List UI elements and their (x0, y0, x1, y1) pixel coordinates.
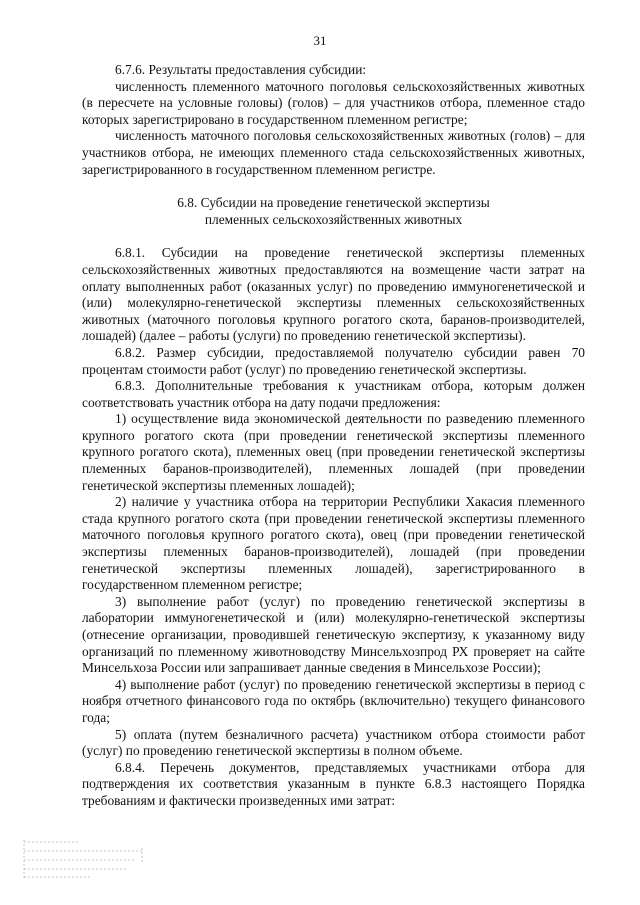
spacer (82, 178, 585, 195)
requirement-4: 4) выполнение работ (услуг) по проведению генетической экспертизы в период с ноября отчетного финансового года по октябрь (включительно) текущего финансового года; (82, 676, 585, 725)
requirement-3: 3) выполнение работ (услуг) по проведению генетической экспертизы в лаборатории иммуногенетической и (или) молекулярно-генетической экспертизы (отнесение организации, проводившей генетическую экспертизу, к указанному виду организаций по племенному животноводству Минсельхозпрод РХ проверяет на сайте Минсельхоза России или запрашивает данные сведения в Минсельхозе России); (82, 593, 585, 676)
section-title-line-1: 6.8. Субсидии на проведение генетической экспертизы (177, 195, 490, 211)
page-number: 31 (313, 33, 327, 48)
clause-6-8-1: 6.8.1. Субсидии на проведение генетической экспертизы племенных сельскохозяйственных животных предоставляются на возмещение части затрат на оплату выполненных работ (оказанных услуг) по проведению иммуногенетической и (или) молекулярно-генетической экспертизы племенных сельскохозяйственных животных (маточного поголовья крупного рогатого скота, баранов-производителей, лошадей) (далее – работы (услуги) по проведению генетической экспертизы). (82, 245, 585, 344)
requirement-5: 5) оплата (путем безналичного расчета) участником отбора стоимости работ (услуг) по проведению генетической экспертизы в полном объеме. (82, 726, 585, 759)
requirement-2: 2) наличие у участника отбора на территории Республики Хакасия племенного стада крупного рогатого скота (при проведении генетической экспертизы племенного маточного поголовья крупного рогатого скота), овец (при проведении генетической экспертизы племенных баранов-производителей), лошадей (при проведении генетической экспертизы племенных лошадей), зарегистрированного в государственном племенном регистре; (82, 494, 585, 593)
clause-6-8-2: 6.8.2. Размер субсидии, предоставляемой получателю субсидии равен 70 процентам стоимости работ (услуг) по проведению генетической экспертизы. (82, 344, 585, 377)
spacer (82, 228, 585, 245)
clause-6-7-6-result-1: численность племенного маточного поголовья сельскохозяйственных животных (в пересчете на условные головы) (голов) – для участников отбора, племенное стадо которых зарегистрировано в государственном племенном регистре; (82, 78, 585, 127)
document-body (82, 62, 585, 810)
clause-6-7-6-heading: 6.7.6. Результаты предоставления субсидии: (115, 62, 367, 77)
faint-stamp-mark (22, 838, 144, 880)
requirement-1: 1) осуществление вида экономической деятельности по разведению племенного крупного рогатого скота (при проведении генетической экспертизы племенного крупного рогатого скота), племенных овец (при проведении генетической экспертизы племенных баранов-производителей), племенных лошадей (при проведении генетической экспертизы племенных лошадей); (82, 411, 585, 493)
clause-6-8-4: 6.8.4. Перечень документов, представляемых участниками отбора для подтверждения их соответствия указанным в пункте 6.8.3 настоящего Порядка требованиям и фактически произведенных ими затрат: (82, 759, 585, 808)
clause-6-8-3: 6.8.3. Дополнительные требования к участникам отбора, которым должен соответствовать участник отбора на дату подачи предложения: (82, 378, 585, 410)
section-title-line-2: племенных сельскохозяйственных животных (204, 211, 463, 227)
clause-6-7-6-result-2: численность маточного поголовья сельскохозяйственных животных (голов) – для участников отбора, не имеющих племенного стада сельскохозяйственных животных, зарегистрированного в государственном племенном регистре. (82, 128, 585, 177)
